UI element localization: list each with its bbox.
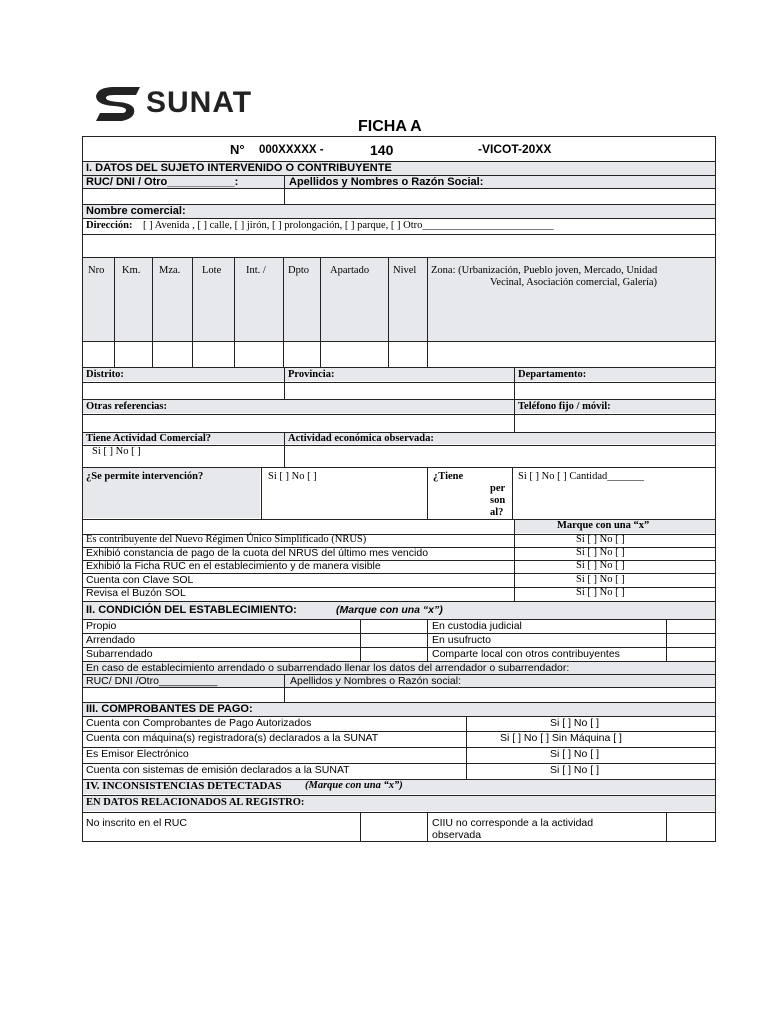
subarrendado-label: Subarrendado [86,648,153,660]
divider [82,218,716,219]
constancia-row-label: Exhibió constancia de pago de la cuota del NRUS del último mes vencido [86,547,429,559]
ciiu-checkbox[interactable] [667,813,715,841]
buzon-sol-row-label: Revisa el Buzón SOL [86,587,186,599]
section-2-title: II. CONDICIÓN DEL ESTABLECIMIENTO: [86,604,297,616]
usufructo-label: En usufructo [432,634,491,646]
no-inscrito-checkbox[interactable] [361,813,426,841]
divider [427,619,428,661]
col-int: Int. / [246,265,266,276]
custodia-checkbox[interactable] [667,620,715,632]
col-zona-line2: Vecinal, Asociación comercial, Galería) [490,277,658,288]
section-1-title: I. DATOS DEL SUJETO INTERVENIDO O CONTRIBUYENTE [86,162,392,174]
maquina-row-options[interactable]: Si [ ] No [ ] Sin Máquina [ ] [500,732,622,744]
clave-sol-row-label: Cuenta con Clave SOL [86,574,194,586]
usufructo-checkbox[interactable] [667,634,715,646]
ciiu-label-line2: observada [432,829,482,841]
divider [82,382,716,383]
tiene-personal-label-4: al? [490,507,504,518]
col-apartado: Apartado [330,265,370,276]
sunat-logo [92,84,302,124]
comprobantes-row-options[interactable]: Si [ ] No [ ] [550,717,600,729]
nombre-comercial-label: Nombre comercial: [86,205,186,217]
sunat-swirl-icon [92,84,144,124]
ficha-ruc-row-label: Exhibió la Ficha RUC en el establecimiento y de manera visible [86,560,381,572]
emisor-row-options[interactable]: Si [ ] No [ ] [550,748,600,760]
propio-checkbox[interactable] [361,620,426,632]
emisor-row-label: Es Emisor Electrónico [86,748,189,760]
maquina-row-label: Cuenta con máquina(s) registradora(s) declarados a la SUNAT [86,732,379,744]
section-4-note: (Marque con una “x”) [305,780,403,791]
provincia-label: Provincia: [288,369,335,380]
numero-num: 140 [370,142,394,158]
referencias-header-bg [83,400,715,413]
buzon-sol-row-options[interactable]: Si [ ] No [ ] [576,587,625,598]
arrendador-ruc-field[interactable] [83,688,283,702]
arrendador-ruc-label: RUC/ DNI /Otro__________ [86,675,218,687]
comprobantes-row-label: Cuenta con Comprobantes de Pago Autorizados [86,717,312,729]
divider [82,445,716,446]
numero-code: 000XXXXX - [259,144,324,156]
actividad-observada-label: Actividad económica observada: [288,433,434,444]
personal-cantidad-options[interactable]: Si [ ] No [ ] Cantidad_______ [518,471,644,482]
divider [466,716,467,780]
arrendador-apellidos-field[interactable] [285,688,715,702]
comparte-checkbox[interactable] [667,648,715,660]
numero-label: N° [230,142,245,157]
nrus-row-options[interactable]: Si [ ] No [ ] [576,534,625,545]
tiene-actividad-label: Tiene Actividad Comercial? [86,433,212,444]
section-3-title: III. COMPROBANTES DE PAGO: [86,703,253,715]
ruc-field[interactable] [83,189,283,204]
direccion-options[interactable]: [ ] Avenida , [ ] calle, [ ] jirón, [ ] prolongación, [ ] parque, [ ] Otro_________________________ [143,220,554,231]
divider [261,467,262,519]
custodia-label: En custodia judicial [432,620,522,632]
permite-options[interactable]: Si [ ] No [ ] [268,471,317,482]
col-mza: Mza. [159,265,181,276]
permite-label: ¿Se permite intervención? [86,471,204,482]
logo-text: SUNAT [146,86,253,119]
telefono-label: Teléfono fijo / móvil: [518,401,611,412]
no-inscrito-label: No inscrito en el RUC [86,817,187,829]
otras-referencias-label: Otras referencias: [86,401,167,412]
tiene-personal-label-2: per [490,483,506,494]
subarrendado-checkbox[interactable] [361,648,426,660]
apellidos-field[interactable] [285,189,715,204]
divider [284,432,285,467]
divider [82,414,716,415]
ruc-label: RUC/ DNI / Otro___________: [86,176,239,188]
section-4-title: IV. INCONSISTENCIAS DETECTADAS [86,780,282,792]
col-nro: Nro [88,265,105,276]
arrendado-label: Arrendado [86,634,136,646]
numero-suffix: -VICOT-20XX [478,142,552,156]
divider [514,399,515,432]
section-2-note: (Marque con una “x”) [336,604,443,616]
col-km: Km. [122,265,141,276]
direccion-field[interactable] [83,235,715,256]
sistemas-row-options[interactable]: Si [ ] No [ ] [550,764,600,776]
col-lote: Lote [202,265,222,276]
tiene-personal-label-3: son [490,495,506,506]
col-dpto: Dpto [288,265,309,276]
comparte-local-label: Comparte local con otros contribuyentes [432,648,620,660]
arrendador-apellidos-label: Apellidos y Nombres o Razón social: [290,675,461,687]
sistemas-row-label: Cuenta con sistemas de emisión declarados a la SUNAT [86,764,350,776]
divider [512,467,513,519]
divider [514,367,515,399]
tiene-personal-label-1: ¿Tiene [433,471,464,482]
apellidos-label: Apellidos y Nombres o Razón Social: [289,176,484,188]
marque-label: Marque con una “x” [557,520,650,531]
registro-subtitle: EN DATOS RELACIONADOS AL REGISTRO: [86,797,305,808]
col-zona-line1: Zona: (Urbanización, Pueblo joven, Mercado, Unidad [431,265,658,276]
ciiu-label-line1: CIIU no corresponde a la actividad [432,817,594,829]
ficha-ruc-row-options[interactable]: Si [ ] No [ ] [576,560,625,571]
divider [427,467,428,519]
tiene-actividad-options[interactable]: Si [ ] No [ ] [92,446,141,457]
clave-sol-row-options[interactable]: Si [ ] No [ ] [576,574,625,585]
col-nivel: Nivel [393,265,417,276]
divider [284,367,285,399]
page-title: FICHA A [358,118,422,135]
caso-arrendado-text: En caso de establecimiento arrendado o subarrendado llenar los datos del arrendador o subarrendador: [86,662,570,674]
divider [427,812,428,842]
departamento-label: Departamento: [518,369,587,380]
address-values-row[interactable] [83,342,715,366]
constancia-row-options[interactable]: Si [ ] No [ ] [576,547,625,558]
distrito-header-bg [83,368,715,381]
nrus-row-label: Es contribuyente del Nuevo Régimen Único Simplificado (NRUS) [86,534,367,545]
arrendado-checkbox[interactable] [361,634,426,646]
distrito-label: Distrito: [86,369,124,380]
direccion-label: Dirección: [86,220,133,231]
propio-label: Propio [86,620,117,632]
